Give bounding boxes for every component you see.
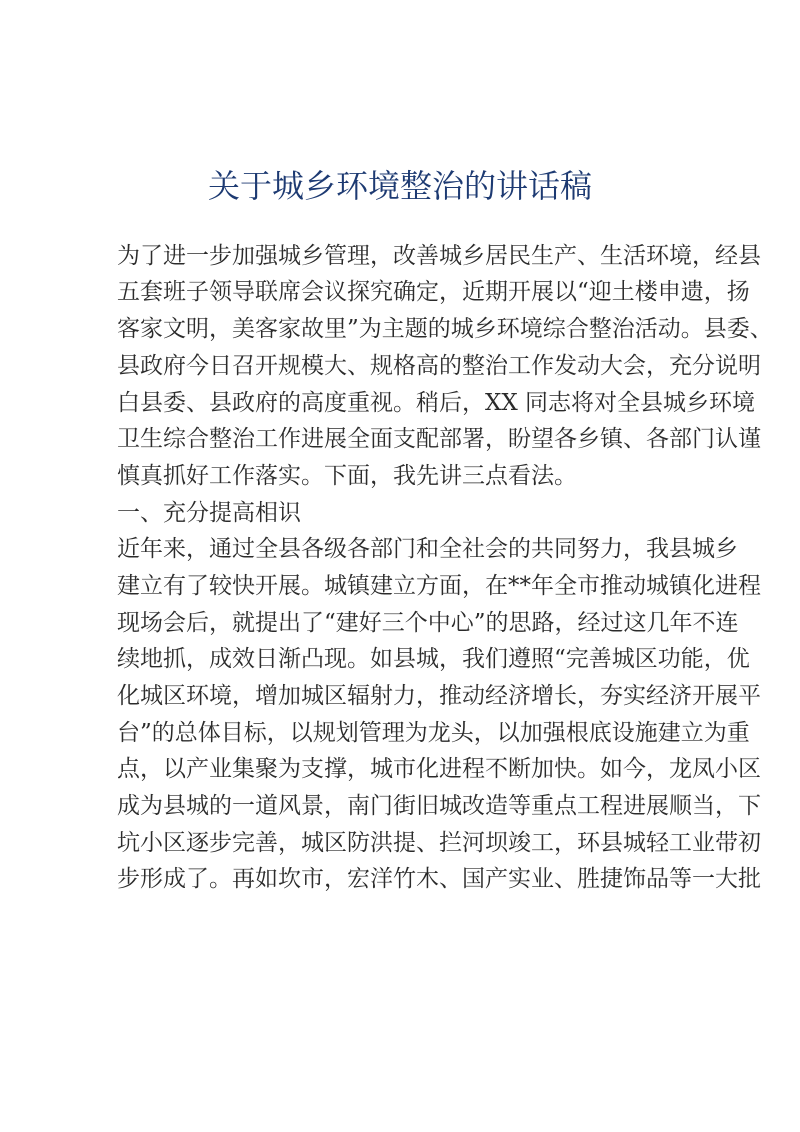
paragraph-line: 五套班子领导联席会议探究确定，近期开展以“迎土楼申遗，扬 — [117, 279, 750, 305]
paragraph-line: 近年来，通过全县各级各部门和全社会的共同努力，我县城乡 — [117, 536, 738, 562]
paragraph-line: 白县委、县政府的高度重视。稍后，XX 同志将对全县城乡环境 — [117, 390, 756, 416]
paragraph-line: 县政府今日召开规模大、规格高的整治工作发动大会，充分说明 — [117, 353, 761, 379]
paragraph-line: 坑小区逐步完善，城区防洪提、拦河坝竣工，环县城轻工业带初 — [117, 830, 761, 856]
paragraph-line: 化城区环境，增加城区辐射力，推动经济增长，夯实经济开展平 — [117, 683, 761, 709]
paragraph-line: 现场会后，就提出了“建好三个中心”的思路，经过这几年不连 — [117, 610, 739, 636]
paragraph-line: 慎真抓好工作落实。下面，我先讲三点看法。 — [117, 463, 577, 489]
paragraph-line: 建立有了较快开展。城镇建立方面，在**年全市推动城镇化进程 — [117, 573, 761, 599]
section-heading: 一、充分提高相识 — [117, 500, 301, 526]
paragraph-line: 成为县城的一道风景，南门街旧城改造等重点工程进展顺当，下 — [117, 793, 761, 819]
paragraph-line: 台”的总体目标，以规划管理为龙头，以加强根底设施建立为重 — [117, 720, 750, 746]
paragraph-line: 卫生综合整治工作进展全面支配部署，盼望各乡镇、各部门认谨 — [117, 426, 761, 452]
paragraph-line: 步形成了。再如坎市，宏洋竹木、国产实业、胜捷饰品等一大批 — [117, 866, 761, 892]
paragraph-line: 续地抓，成效日渐凸现。如县城，我们遵照“完善城区功能，优 — [117, 646, 750, 672]
document-title: 关于城乡环境整治的讲话稿 — [207, 167, 592, 205]
paragraph-line: 点，以产业集聚为支撑，城市化进程不断加快。如今，龙凤小区 — [117, 756, 761, 782]
paragraph-line: 客家文明，美客家故里”为主题的城乡环境综合整治活动。县委、 — [117, 316, 773, 342]
paragraph-line: 为了进一步加强城乡管理，改善城乡居民生产、生活环境，经县 — [117, 243, 761, 269]
